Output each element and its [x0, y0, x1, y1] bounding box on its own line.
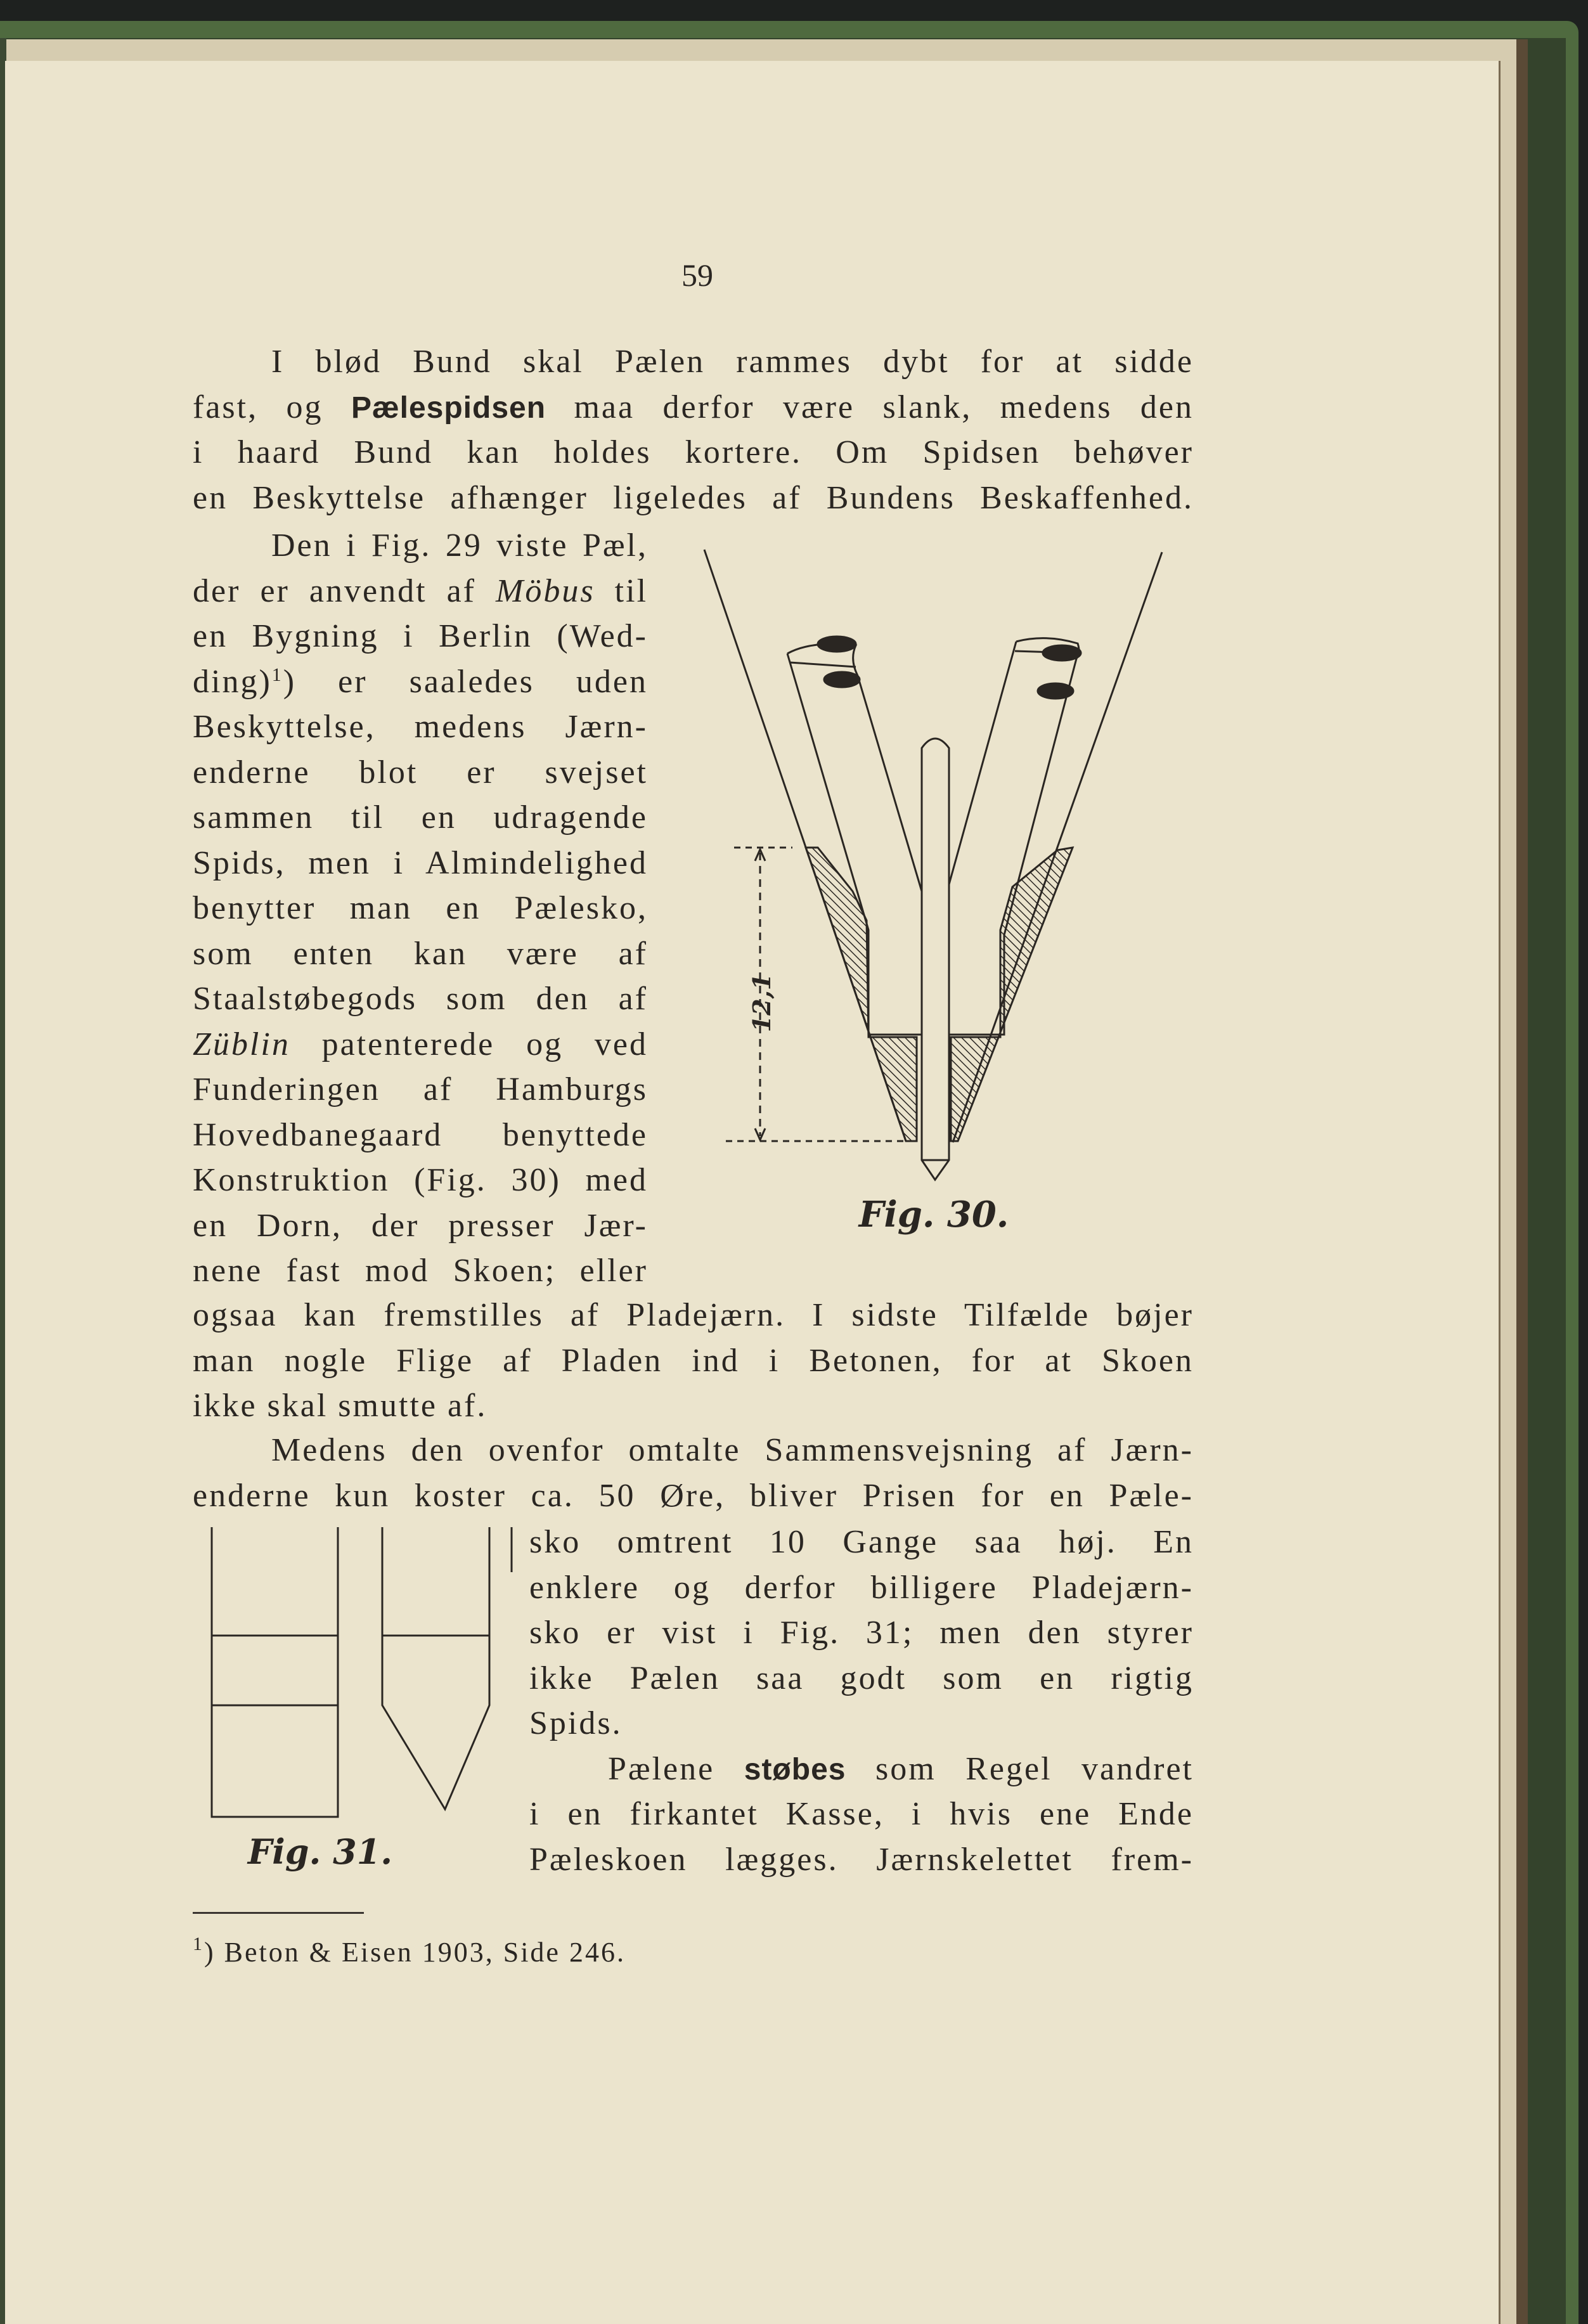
text-segment: ikke skal smutte af.	[193, 1388, 487, 1424]
text-segment: som enten kan være af	[193, 935, 648, 972]
bar-end-mark	[824, 672, 860, 687]
figure-30-caption: Fig. 30.	[858, 1194, 1009, 1236]
italic-name: Möbus	[496, 572, 595, 609]
paragraph-1-line	[193, 430, 1194, 475]
text-segment: ding)	[193, 663, 272, 700]
text-segment: Beskyttelse, medens Jærn-	[193, 709, 648, 745]
paragraph-3-line	[529, 1610, 1194, 1656]
text-segment: man nogle Flige af Pladen ind i Betonen, for at Skoen	[193, 1342, 1194, 1379]
shoe-hatched-left	[806, 848, 917, 1141]
paragraph-2-line	[193, 1113, 648, 1158]
text-segment: Konstruktion (Fig. 30) med	[193, 1162, 648, 1198]
paragraph-2-line	[193, 795, 648, 841]
paragraph-2-line	[193, 1248, 648, 1294]
text-segment: i haard Bund kan holdes kortere. Om Spidsen behøver	[193, 434, 1194, 470]
text-segment: Den i Fig. 29 viste Pæl,	[271, 527, 648, 564]
bold-term: Pælespidsen	[351, 391, 546, 425]
footnote-marker: 1	[271, 664, 283, 685]
paragraph-3-line	[193, 1473, 1194, 1519]
text-segment: Medens den ovenfor omtalte Sammensvejsning af Jærn-	[271, 1432, 1194, 1468]
paragraph-2-line	[193, 841, 648, 886]
bar-end-mark	[1038, 683, 1073, 699]
paragraph-2-line	[193, 1383, 1194, 1429]
bold-term: støbes	[744, 1752, 846, 1786]
text-segment: fast, og	[193, 389, 351, 425]
text-segment: Funderingen af Hamburgs	[193, 1071, 648, 1107]
paragraph-2-line	[193, 931, 648, 977]
text-segment: Pælene	[608, 1750, 744, 1787]
text-segment: Pæleskoen lægges. Jærnskelettet frem-	[529, 1841, 1194, 1878]
text-segment: en Bygning i Berlin (Wed-	[193, 618, 648, 654]
page-number: 59	[681, 257, 713, 293]
bar-end-mark	[818, 636, 856, 652]
paragraph-1-line	[193, 385, 1194, 430]
text-segment: til	[595, 572, 649, 609]
footnote-line	[193, 1930, 953, 1975]
text-segment: enklere og derfor billigere Pladejærn-	[529, 1569, 1194, 1606]
text-segment: som Regel vandret	[846, 1750, 1194, 1787]
paragraph-3-line	[529, 1791, 1194, 1837]
figure-30-pile-shoe-drawing	[666, 533, 1204, 1293]
footnote-divider	[193, 1912, 364, 1914]
text-segment: i en firkantet Kasse, i hvis ene Ende	[529, 1796, 1194, 1832]
paragraph-3-line	[271, 1428, 1194, 1473]
bar-end-mark	[1043, 645, 1081, 661]
paragraph-2-line	[193, 886, 648, 931]
paragraph-2-line	[193, 750, 648, 796]
text-segment: Staalstøbegods som den af	[193, 981, 648, 1017]
text-segment: I blød Bund skal Pælen rammes dybt for at sidde	[271, 344, 1194, 380]
dimension-label: 12,1	[747, 973, 776, 1033]
text-segment: nene fast mod Skoen; eller	[193, 1253, 648, 1289]
text-segment: en Beskyttelse afhænger ligeledes af Bundens Beskaffenhed.	[193, 479, 1194, 516]
text-segment: enderne blot er svejset	[193, 754, 648, 791]
paragraph-3-line	[529, 1656, 1194, 1701]
text-segment: sko omtrent 10 Gange saa høj. En	[529, 1524, 1194, 1560]
paragraph-3-line	[529, 1520, 1194, 1565]
paragraph-2-line	[193, 704, 648, 750]
text-segment: Hovedbanegaard benyttede	[193, 1116, 648, 1153]
paragraph-3-line	[529, 1565, 1194, 1611]
paragraph-2-line	[193, 1203, 648, 1249]
text-segment: sko er vist i Fig. 31; men den styrer	[529, 1615, 1194, 1651]
text-segment: benytter man en Pælesko,	[193, 890, 648, 926]
text-segment: ) er saaledes uden	[283, 663, 648, 700]
paragraph-2-line	[193, 1022, 648, 1068]
italic-name: Züblin	[193, 1026, 290, 1062]
text-segment: patenterede og ved	[290, 1026, 648, 1062]
figure-31-caption: Fig. 31.	[247, 1831, 393, 1872]
footnote-marker: 1	[193, 1933, 204, 1954]
text-segment: enderne kun koster ca. 50 Øre, bliver Prisen for en Pæle-	[193, 1477, 1194, 1514]
paragraph-2-line	[193, 1338, 1194, 1384]
shoe-hatched-right	[951, 848, 1073, 1141]
text-segment: der er anvendt af	[193, 572, 496, 609]
paragraph-2-line	[193, 569, 648, 614]
paragraph-3-line	[529, 1837, 1194, 1883]
paragraph-2-line	[193, 659, 648, 705]
text-segment: maa derfor være slank, medens den	[546, 389, 1194, 425]
text-segment: Spids, men i Almindelighed	[193, 844, 648, 881]
paragraph-1-line	[193, 475, 1194, 521]
paragraph-2-line	[193, 1158, 648, 1203]
text-segment: en Dorn, der presser Jær-	[193, 1207, 648, 1244]
text-segment: ) Beton & Eisen 1903, Side 246.	[204, 1937, 626, 1968]
paragraph-2-line	[193, 976, 648, 1022]
paragraph-3-line	[529, 1701, 1194, 1746]
text-segment: ikke Pælen saa godt som en rigtig	[529, 1660, 1194, 1696]
paragraph-2-line	[193, 1067, 648, 1113]
paragraph-2-line	[193, 614, 648, 659]
side-view	[382, 1527, 489, 1809]
front-view	[212, 1527, 338, 1817]
text-segment: Spids.	[529, 1705, 623, 1741]
paragraph-2-line	[193, 1293, 1194, 1338]
figure-31-sheet-shoe-drawing	[190, 1521, 520, 1876]
text-segment: ogsaa kan fremstilles af Pladejærn. I sidste Tilfælde bøjer	[193, 1297, 1194, 1333]
text-segment: sammen til en udragende	[193, 799, 648, 836]
paragraph-1-line	[271, 339, 1194, 385]
paragraph-2-line	[271, 523, 648, 569]
paragraph-3-line	[608, 1746, 1194, 1792]
center-dorn	[922, 739, 949, 1180]
